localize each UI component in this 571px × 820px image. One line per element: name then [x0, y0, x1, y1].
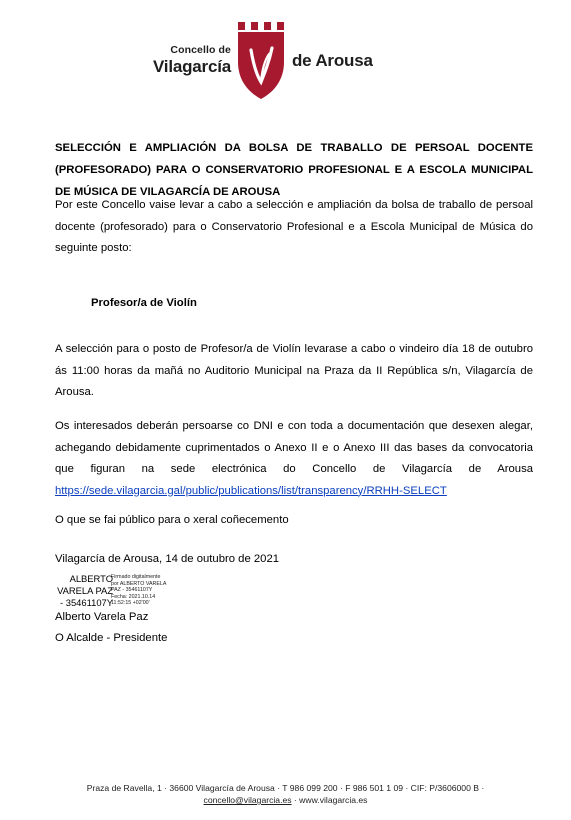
- intro-paragraph: Por este Concello vaise levar a cabo a selección e ampliación da bolsa de traballo de persoal docente (profesorado) para o Conservatorio Profesional e a Escola Municipal de Música do seguinte posto:: [55, 199, 533, 254]
- digital-signature-meta: [111, 574, 171, 607]
- sede-link[interactable]: https://sede.vilagarcia.gal/public/publications/list/transparency/RRHH-SELECT: [55, 484, 447, 497]
- logo-small-text: Concello de: [170, 44, 231, 56]
- coat-of-arms-icon: [236, 22, 286, 100]
- signer-name: Alberto Varela Paz: [55, 611, 149, 623]
- signature-name-line: - 35461107Y: [60, 597, 113, 608]
- header-logo: [0, 22, 571, 102]
- selection-paragraph: A selección para o posto de Profesor/a de Violín levarase a cabo o vindeiro día 18 de outubro ás 11:00 horas da mañá no Auditorio Municipal na Praza da II República s/n, Vilagarcía de Arousa.: [55, 343, 533, 398]
- footer-web: · www.vilagarcia.es: [291, 795, 368, 805]
- logo-text-left: [153, 44, 231, 77]
- signature-meta-line: Firmado digitalmente: [111, 574, 161, 580]
- dateline: Vilagarcía de Arousa, 14 de outubro de 2021: [55, 553, 280, 565]
- public-notice: O que se fai público para o xeral coñecemento: [55, 514, 289, 526]
- signature-meta-line: por ALBERTO VARELA: [111, 580, 167, 587]
- digital-signature-name: [55, 573, 113, 609]
- signature-name-line: VARELA PAZ: [57, 585, 113, 596]
- footer: [0, 782, 571, 806]
- signature-meta-line: PAZ - 35461107Y: [111, 587, 153, 594]
- instructions-text: Os interesados deberán persoarse co DNI e con toda a documentación que desexen alegar, achegando debidamente cuprimentados o Anexo II e o Anexo III das bases da convocatoria que figuran na sede electrónica do Concello de Vilagarcía de Arousa: [55, 420, 533, 475]
- signature-meta-line: Fecha: 2021.10.14: [111, 593, 156, 600]
- instructions-paragraph: [55, 416, 533, 502]
- footer-contact: [0, 794, 571, 806]
- signature-name-line: ALBERTO: [69, 573, 113, 584]
- footer-email[interactable]: concello@vilagarcia.es: [203, 795, 292, 805]
- logo-town-name: Vilagarcía: [152, 57, 231, 76]
- post-name: Profesor/a de Violín: [91, 297, 197, 309]
- signature-meta-line: 11:52:15 +02'00': [111, 600, 150, 607]
- footer-address: Praza de Ravella, 1 · 36600 Vilagarcía de Arousa · T 986 099 200 · F 986 501 1 09 · CIF: P/3606000 B ·: [86, 783, 485, 793]
- logo-text-right: de Arousa: [292, 51, 373, 70]
- document-title: SELECCIÓN E AMPLIACIÓN DA BOLSA DE TRABALLO DE PERSOAL DOCENTE (PROFESORADO) PARA O CONSERVATORIO PROFESIONAL E A ESCOLA MUNICIPAL DE MÚSICA DE VILAGARCÍA DE AROUSA: [55, 142, 533, 198]
- signer-role: O Alcalde - Presidente: [55, 632, 168, 644]
